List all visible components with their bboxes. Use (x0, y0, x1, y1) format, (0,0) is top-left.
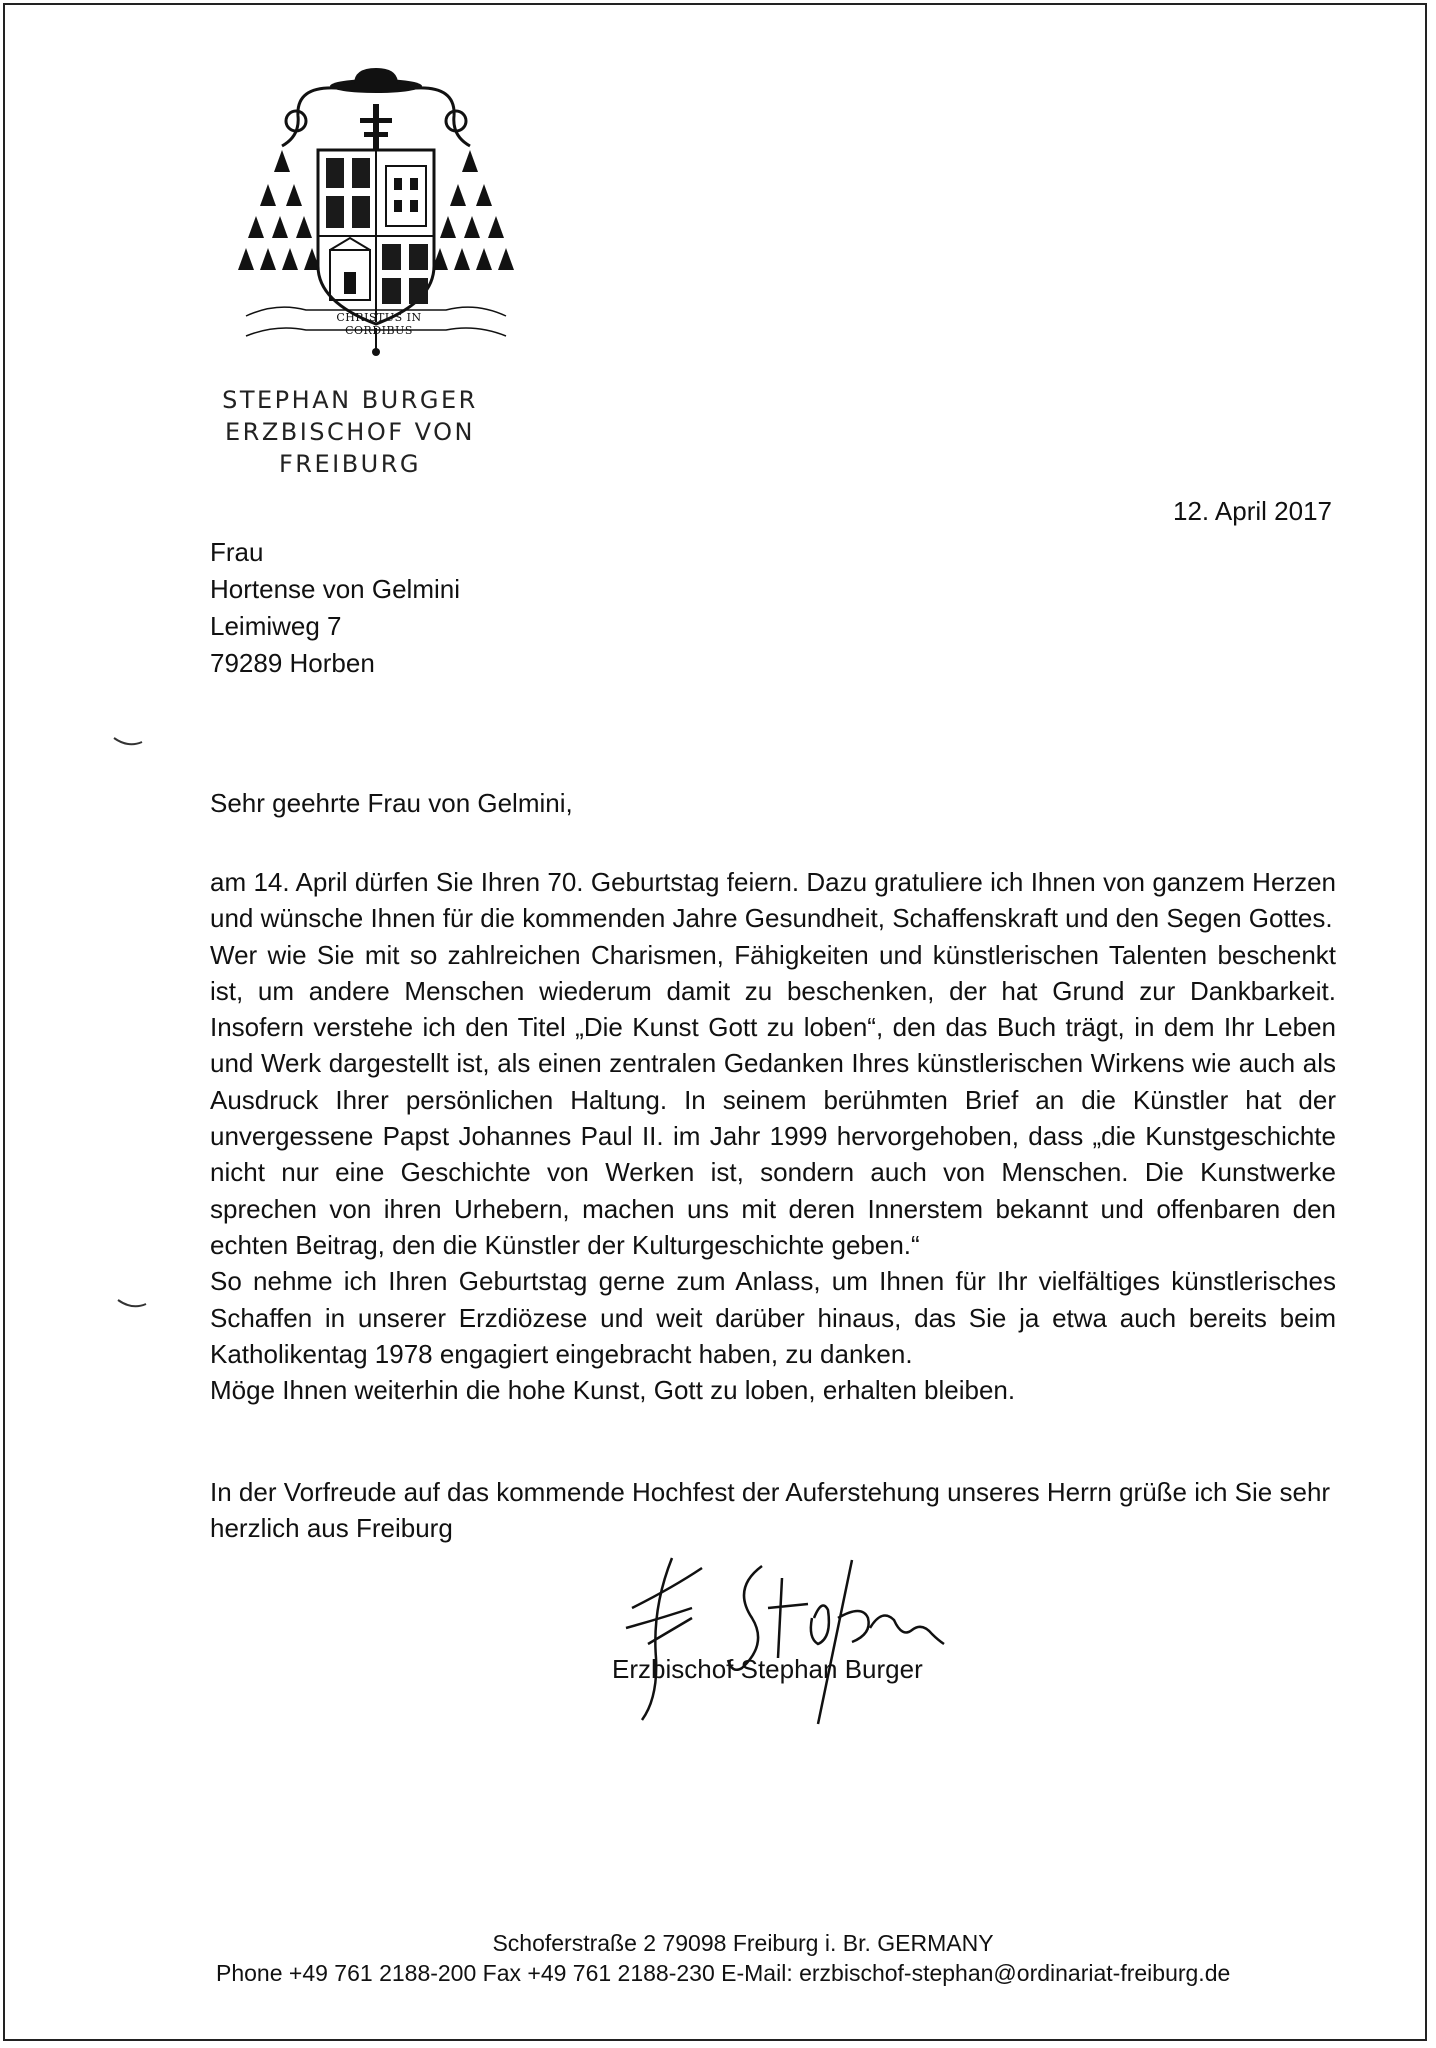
address-line: Hortense von Gelmini (210, 574, 460, 604)
footer-address: Schoferstraße 2 79098 Freiburg i. Br. GERMANY (492, 1930, 994, 1956)
letter-date: 12. April 2017 (1172, 496, 1332, 526)
letterhead (150, 384, 550, 480)
closing-paragraph: In der Vorfreude auf das kommende Hochfest der Auferstehung unseres Herrn grüße ich Sie sehr herzlich aus Freiburg (210, 1477, 1331, 1543)
address-line: Leimiweg 7 (210, 611, 342, 641)
body-paragraph: Wer wie Sie mit so zahlreichen Charismen, Fähigkeiten und künstlerischen Talenten beschenkt ist, um andere Menschen wiederum damit zu beschenken, der hat Grund zur Dankbarkeit. Insofern verstehe ich den Titel „Die Kunst Gott zu loben“, den das Buch trägt, in dem Ihr Leben und Werk dargestellt ist, als einen zentralen Gedanken Ihres künstlerischen Wirkens wie auch als Ausdruck Ihrer persönlichen Haltung. In seinem berühmten Brief an die Künstler hat der unvergessene Papst Johannes Paul II. im Jahr 1999 hervorgehoben, dass „die Kunstgeschichte nicht nur eine Geschichte von Werken ist, sondern auch von Menschen. Die Kunstwerke sprechen von ihren Urhebern, machen uns mit deren Innerstem bekannt und offenbaren den echten Beitrag, den die Künstler der Kulturgeschichte geben.“ (210, 939, 1336, 1260)
sender-name: STEPHAN BURGER (222, 386, 478, 414)
signature-icon (612, 1548, 952, 1728)
body-paragraph: am 14. April dürfen Sie Ihren 70. Geburtstag feiern. Dazu gratuliere ich Ihnen von ganzem Herzen und wünsche Ihnen für die kommenden Jahre Gesundheit, Schaffenskraft und den Segen Gottes. (210, 867, 1336, 934)
body-paragraph: So nehme ich Ihren Geburtstag gerne zum Anlass, um Ihnen für Ihr vielfältiges künstlerisches Schaffen in unserer Erzdiözese und weit darüber hinaus, das Sie ja etwa auch bereits beim Katholikentag 1978 engagiert eingebracht haben, zu danken. (210, 1266, 1336, 1369)
fold-mark-icon (112, 736, 144, 750)
body-paragraph: Möge Ihnen weiterhin die hohe Kunst, Gott zu loben, erhalten bleiben. (210, 1375, 1016, 1406)
sender-title: ERZBISCHOF VON FREIBURG (224, 418, 476, 478)
footer-contact: Phone +49 761 2188-200 Fax +49 761 2188-230 E-Mail: erzbischof-stephan@ordinariat-freiburg.de (216, 1960, 1231, 1986)
salutation: Sehr geehrte Frau von Gelmini, (210, 788, 573, 818)
crest-motto: CHRISTUS IN CORDIBUS (336, 311, 422, 337)
fold-mark-icon (116, 1298, 148, 1312)
address-line: Frau (210, 537, 264, 567)
signature-name: Erzbischof Stephan Burger (612, 1654, 923, 1684)
address-line: 79289 Horben (210, 648, 375, 678)
letter-body (210, 864, 1336, 1408)
recipient-address (210, 534, 460, 682)
